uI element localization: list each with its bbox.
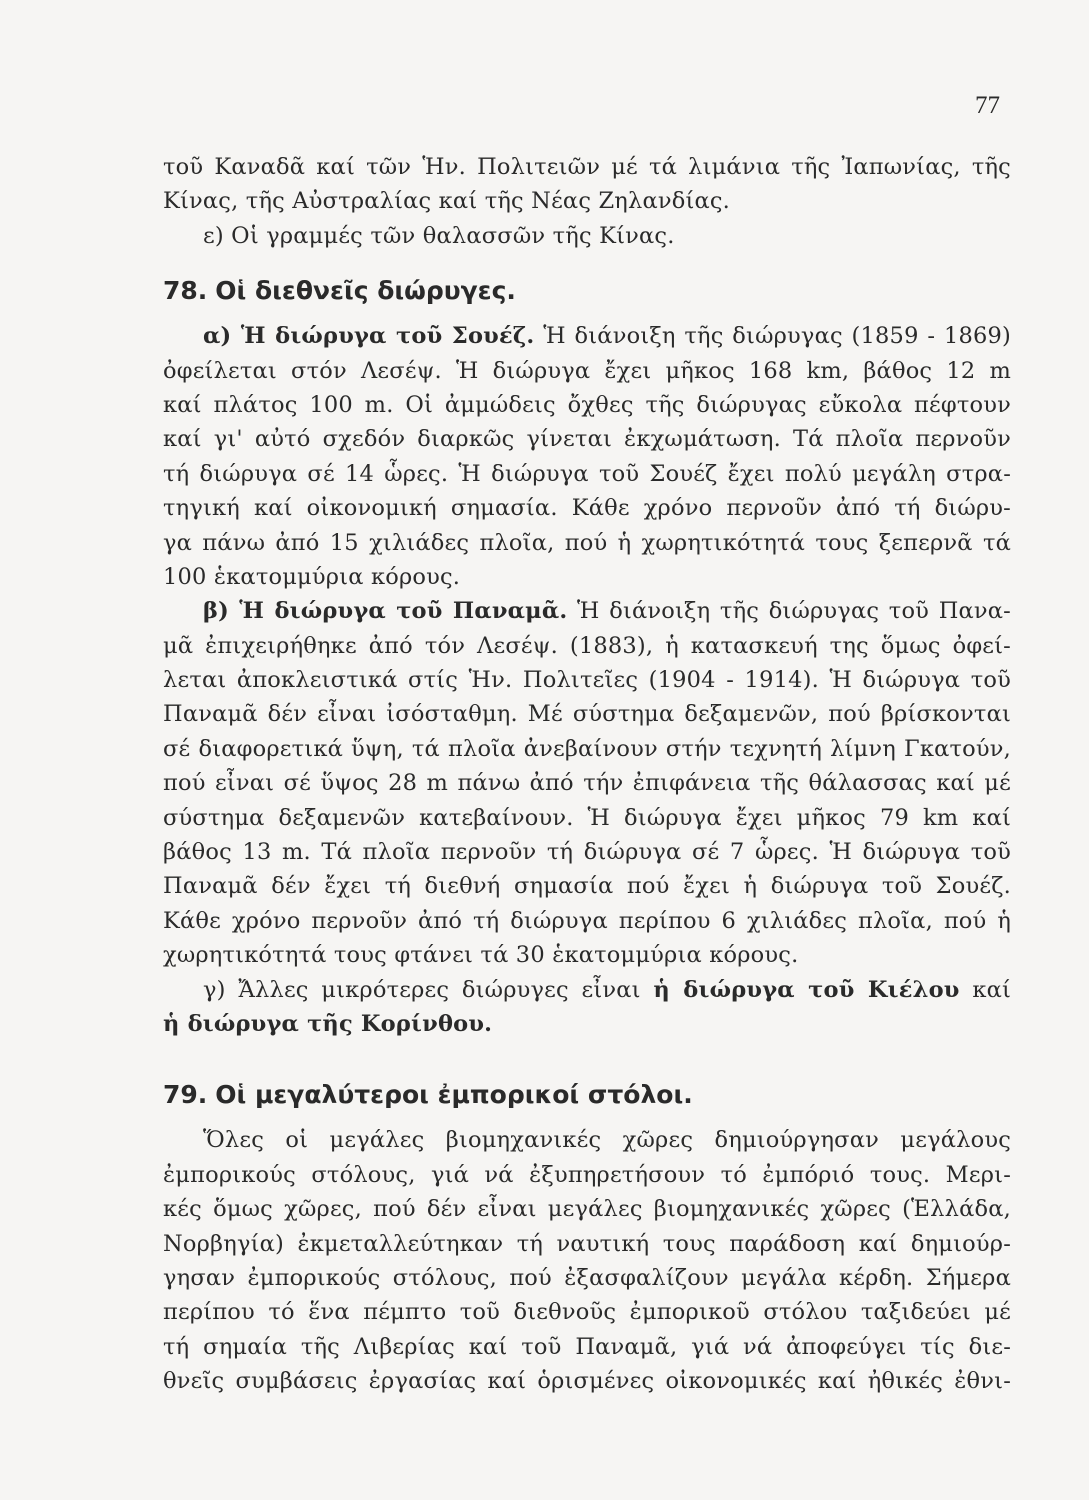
subsection-a-label: α) Ἡ διώρυγα τοῦ Σουέζ. [203, 323, 535, 350]
text-line: περίπου τό ἕνα πέμπτο τοῦ διεθνοῦς ἐμπορικοῦ στόλου ταξιδεύει μέ [163, 1299, 1011, 1326]
text-line [163, 973, 1011, 1007]
text-line: Νορβηγία) ἐκμεταλλεύτηκαν τή ναυτική τους παράδοση καί δημιούρ- [163, 1230, 1011, 1257]
text-line: πού εἶναι σέ ὕψος 28 m πάνω ἀπό τήν ἐπιφάνεια τῆς θάλασσας καί μέ [163, 770, 1011, 797]
text-line: Παναμᾶ δέν ἔχει τή διεθνή σημασία πού ἔχει ἡ διώρυγα τοῦ Σουέζ. [163, 873, 1011, 900]
text-line: σέ διαφορετικά ὕψη, τά πλοῖα ἀνεβαίνουν στήν τεχνητή λίμνη Γκατούν, [163, 735, 1011, 762]
text-line: κές ὅμως χῶρες, πού δέν εἶναι μεγάλες βιομηχανικές χῶρες (Ἑλλάδα, [163, 1196, 1011, 1223]
subsection-b-label: β) Ἡ διώρυγα τοῦ Παναμᾶ. [203, 598, 568, 625]
text-line: σύστημα δεξαμενῶν κατεβαίνουν. Ἡ διώρυγα ἔχει μῆκος 79 km καί [163, 804, 1011, 831]
text-line [163, 594, 1011, 628]
section-79-heading [163, 1077, 1011, 1113]
section-79-body [163, 1123, 1011, 1398]
section-number: 79. [163, 1080, 208, 1110]
text-line: γησαν ἐμπορικούς στόλους, πού ἐξασφαλίζουν μεγάλα κέρδη. Σήμερα [163, 1264, 1011, 1291]
text-fragment: γ) Ἄλλες μικρότερες διώρυγες εἶναι [203, 976, 641, 1003]
text-line: ε) Οἱ γραμμές τῶν θαλασσῶν τῆς Κίνας. [203, 222, 675, 249]
text-line: καί πλάτος 100 m. Οἱ ἀμμώδεις ὄχθες τῆς διώρυγας εὔκολα πέφτουν [163, 391, 1011, 418]
text-line: καί γι' αὐτό σχεδόν διαρκῶς γίνεται ἐκχωμάτωση. Τά πλοῖα περνοῦν [163, 426, 1011, 453]
text-line: ὀφείλεται στόν Λεσέψ. Ἡ διώρυγα ἔχει μῆκος 168 km, βάθος 12 m [163, 357, 1011, 384]
text-line: μᾶ ἐπιχειρήθηκε ἀπό τόν Λεσέψ. (1883), ἡ κατασκευή της ὅμως ὀφεί- [163, 632, 1011, 659]
text-fragment: καί [972, 976, 1011, 1003]
text-line: Κάθε χρόνο περνοῦν ἀπό τή διώρυγα περίπου 6 χιλιάδες πλοῖα, πού ἡ [163, 907, 1011, 934]
text-fragment: Ἡ διάνοιξη τῆς διώρυγας (1859 - 1869) [543, 323, 1011, 350]
section-78-body [163, 319, 1011, 1041]
intro-block [163, 150, 1011, 253]
text-line [163, 319, 1011, 353]
section-title: Οἱ μεγαλύτεροι ἐμπορικοί στόλοι. [215, 1080, 693, 1110]
text-line: Παναμᾶ δέν εἶναι ἰσόσταθμη. Μέ σύστημα δεξαμενῶν, πού βρίσκονται [163, 701, 1011, 728]
text-line: τηγική καί οἰκονομική σημασία. Κάθε χρόνο περνοῦν ἀπό τή διώρυ- [163, 495, 1011, 522]
bold-term: ἡ διώρυγα τοῦ Κιέλου [653, 976, 960, 1003]
text-line: γα πάνω ἀπό 15 χιλιάδες πλοῖα, πού ἡ χωρητικότητά τους ξεπερνᾶ τά [163, 529, 1011, 556]
text-line: τή διώρυγα σέ 14 ὧρες. Ἡ διώρυγα τοῦ Σουέζ ἔχει πολύ μεγάλη στρα- [163, 460, 1011, 487]
bold-term: ἡ διώρυγα τῆς Κορίνθου. [163, 1010, 493, 1037]
text-line: Ὅλες οἱ μεγάλες βιομηχανικές χῶρες δημιούργησαν μεγάλους [203, 1127, 1011, 1154]
text-fragment: Ἡ διάνοιξη τῆς διώρυγας τοῦ Πανα- [577, 598, 1011, 625]
text-line: 100 ἑκατομμύρια κόρους. [163, 563, 461, 590]
page-number: 77 [975, 92, 1000, 119]
text-line: Κίνας, τῆς Αὐστραλίας καί τῆς Νέας Ζηλανδίας. [163, 188, 731, 215]
text-line: λεται ἀποκλειστικά στίς Ἡν. Πολιτεῖες (1904 - 1914). Ἡ διώρυγα τοῦ [163, 667, 1011, 694]
text-line: τοῦ Καναδᾶ καί τῶν Ἡν. Πολιτειῶν μέ τά λιμάνια τῆς Ἰαπωνίας, τῆς [163, 154, 1011, 180]
text-line: τή σημαία τῆς Λιβερίας καί τοῦ Παναμᾶ, γιά νά ἀποφεύγει τίς διε- [163, 1333, 1011, 1360]
text-line: χωρητικότητά τους φτάνει τά 30 ἑκατομμύρια κόρους. [163, 942, 799, 969]
text-line: βάθος 13 m. Τά πλοῖα περνοῦν τή διώρυγα σέ 7 ὧρες. Ἡ διώρυγα τοῦ [163, 839, 1011, 866]
section-title: Οἱ διεθνεῖς διώρυγες. [215, 276, 516, 306]
section-number: 78. [163, 276, 208, 306]
text-line: ἐμπορικούς στόλους, γιά νά ἐξυπηρετήσουν τό ἐμπόριό τους. Μερι- [163, 1161, 1011, 1188]
text-line: θνεῖς συμβάσεις ἐργασίας καί ὁρισμένες οἰκονομικές καί ἠθικές ἐθνι- [163, 1368, 1011, 1395]
section-78-heading [163, 273, 1011, 309]
page-content [163, 150, 1011, 1399]
